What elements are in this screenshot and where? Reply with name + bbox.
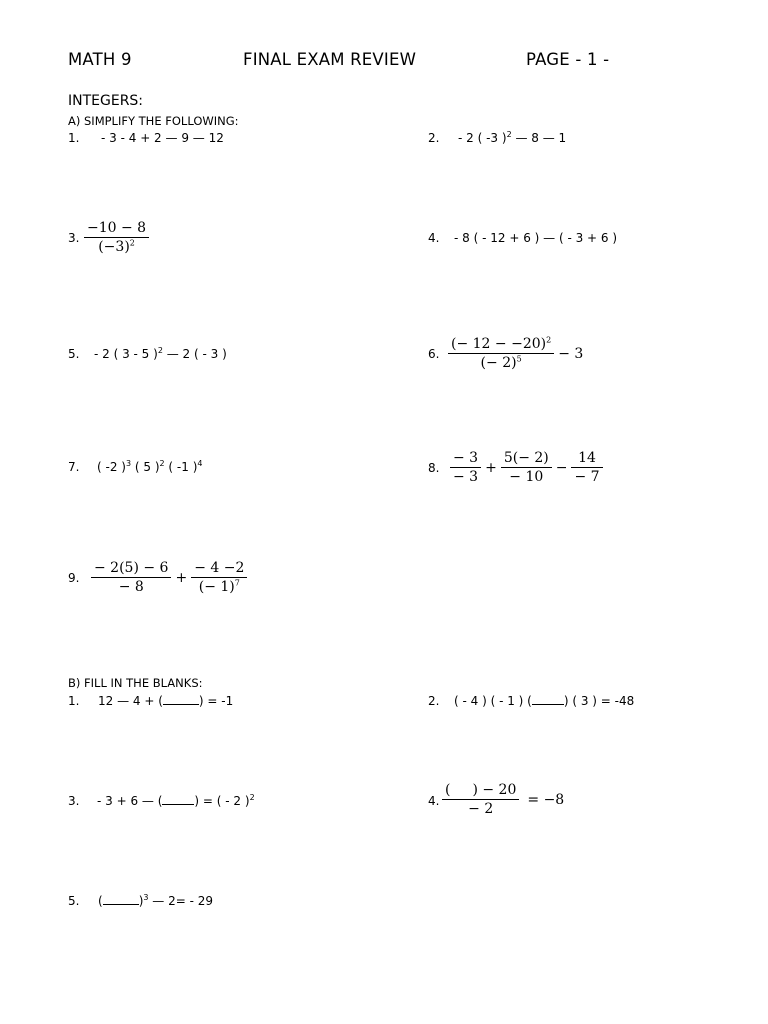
page-number: PAGE - 1 - — [526, 50, 610, 69]
section-title: INTEGERS: — [68, 93, 144, 109]
b1-answer-blank[interactable] — [163, 694, 199, 705]
a8-fraction-1: $\frac{- 3}{- 3}$ — [450, 449, 481, 486]
b3-answer-blank[interactable] — [162, 794, 194, 805]
b2-answer-blank[interactable] — [532, 694, 564, 705]
problem-b3-expression: - 3 + 6 — ( ) = ( - 2 )$^2$ — [97, 793, 255, 808]
problem-a9-number: 9. — [68, 571, 80, 585]
b5-answer-blank[interactable] — [103, 894, 139, 905]
part-b-heading: B) FILL IN THE BLANKS: — [68, 676, 203, 690]
a6-denominator: (− 2)$^5$ — [480, 354, 522, 371]
a2-post: — 8 — 1 — [511, 131, 567, 145]
problem-a2-expression — [458, 131, 566, 145]
problem-a3-fraction — [84, 219, 149, 256]
problem-a5-number: 5. — [68, 347, 80, 361]
problem-b2-number: 2. — [428, 694, 440, 708]
problem-a9-expression — [91, 559, 247, 596]
a6-numerator: (− 12 − −20)$^2$ — [448, 335, 554, 354]
course-title: MATH 9 — [68, 50, 132, 69]
page-title: FINAL EXAM REVIEW — [243, 50, 417, 69]
problem-b4-number: 4. — [428, 794, 440, 808]
problem-a1-expression: - 3 - 4 + 2 — 9 — 12 — [101, 131, 224, 145]
problem-a8-expression — [450, 449, 603, 486]
a3-denominator: $(-3)^2$ — [98, 238, 135, 255]
a5-post: — 2 ( - 3 ) — [162, 347, 227, 361]
a5-pre: - 2 ( 3 - 5 ) — [94, 347, 158, 361]
a2-exponent: 2 — [506, 130, 512, 139]
problem-a1-number: 1. — [68, 131, 80, 145]
problem-a8-number: 8. — [428, 461, 440, 475]
problem-a7-expression: ( -2 )$^3$ ( 5 )$^2$ ( -1 )$^4$ — [97, 459, 203, 474]
problem-b2-expression: ( - 4 ) ( - 1 ) ( ) ( 3 ) = -48 — [454, 694, 635, 708]
problem-a6-expression — [448, 335, 587, 372]
problem-b4-expression: $\frac{( ) - 20}{- 2}$ = −8 — [442, 781, 568, 818]
a8-fraction-3: $\frac{14}{- 7}$ — [571, 449, 602, 486]
a8-fraction-2: $\frac{5(- 2)}{- 10}$ — [501, 449, 552, 486]
problem-a7-number: 7. — [68, 460, 80, 474]
problem-b5-expression: ( )$^3$ — 2= - 29 — [98, 893, 214, 908]
problem-a3-number: 3. — [68, 231, 80, 245]
a9-fraction-2: $\frac{- 4 -2}{(- 1)^7}$ — [191, 559, 247, 596]
problem-b3-number: 3. — [68, 794, 80, 808]
b4-equals: = −8 — [527, 791, 565, 808]
a9-op: + — [175, 569, 188, 586]
a2-pre: - 2 ( -3 ) — [458, 131, 507, 145]
problem-a2-number: 2. — [428, 131, 440, 145]
part-a-heading: A) SIMPLIFY THE FOLLOWING: — [68, 114, 239, 128]
a8-op-2: − — [555, 459, 568, 476]
problem-b5-number: 5. — [68, 894, 80, 908]
problem-a4-number: 4. — [428, 231, 440, 245]
a3-numerator: −10 − 8 — [84, 219, 149, 238]
a9-fraction-1: $\frac{- 2(5) - 6}{- 8}$ — [91, 559, 171, 596]
a8-op-1: + — [485, 459, 497, 476]
a5-exponent: 2 — [157, 346, 163, 355]
problem-b1-expression: 12 — 4 + ( ) = -1 — [98, 694, 234, 708]
problem-a5-expression — [94, 347, 227, 361]
problem-b1-number: 1. — [68, 694, 80, 708]
problem-a4-expression: - 8 ( - 12 + 6 ) — ( - 3 + 6 ) — [454, 231, 618, 245]
problem-a6-number: 6. — [428, 347, 440, 361]
a6-tail: − 3 — [558, 345, 584, 362]
